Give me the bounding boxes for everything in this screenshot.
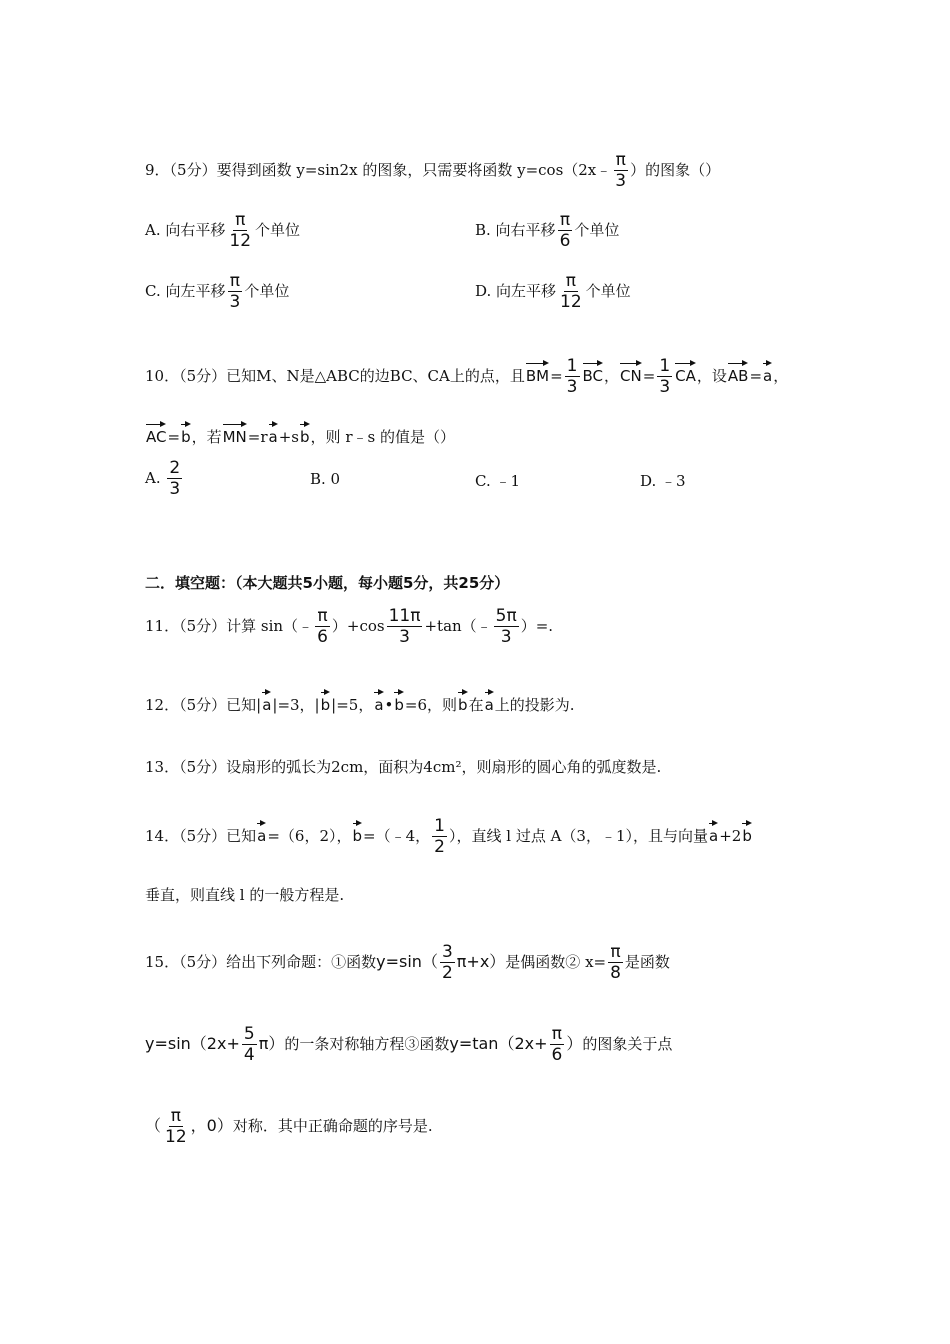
vector-a: a xyxy=(485,690,494,714)
q10-stem: 10．（5分）已知M、N是△ABC的边BC、CA上的点，且BM= $\frac{1}{3}$ BC，CN= $\frac{1}{3}$ CA，设AB=a， xyxy=(145,356,789,397)
vector-a: a xyxy=(262,690,271,714)
q15: 15．（5分）给出下列命题：①函数y=sin（ $\frac{3}{2}$ π+x）是偶函数② x= $\frac{\pi}{8}$ 是函数 xyxy=(145,942,670,983)
vector-a: a xyxy=(763,361,772,385)
q10-option-d[interactable]: D. ﹣3 xyxy=(640,472,686,490)
q9-option-c[interactable]: C. 向左平移 $\frac{\pi}{3}$ 个单位 xyxy=(145,271,290,312)
q15-line3: （ $\frac{\pi}{12}$ ，0）对称．其中正确命题的序号是. xyxy=(145,1106,433,1147)
q12: 12．（5分）已知|a|=3，|b|=5，a•b=6，则b在a上的投影为. xyxy=(145,690,575,715)
q14-line2: 垂直，则直线 l 的一般方程是. xyxy=(145,886,345,904)
vector-a: a xyxy=(257,821,266,845)
vector-b: b xyxy=(181,422,191,446)
vector-b: b xyxy=(321,690,331,714)
q10-stem-line2: AC=b，若MN=ra+sb，则 r﹣s 的值是（） xyxy=(145,422,455,447)
vector-a: a xyxy=(709,821,718,845)
q9-option-d[interactable]: D. 向左平移 $\frac{\pi}{12}$ 个单位 xyxy=(475,271,631,312)
q9-option-a[interactable]: A. 向右平移 $\frac{\pi}{12}$ 个单位 xyxy=(145,210,301,251)
vector-b: b xyxy=(394,690,404,714)
vector-b: b xyxy=(742,821,752,845)
vector-a: a xyxy=(269,422,278,446)
q9-fraction: $\frac{\pi}{3}$ xyxy=(615,150,627,191)
vector-b: b xyxy=(300,422,310,446)
q11: 11．（5分）计算 sin（﹣ $\frac{\pi}{6}$ ）+cos $\frac{11\pi}{3}$ +tan（﹣ $\frac{5\pi}{3}$ ）=. xyxy=(145,606,554,647)
vector-a: a xyxy=(374,690,383,714)
vector-ab: AB xyxy=(728,361,749,385)
q9-text: 9．（5分）要得到函数 y=sin2x 的图象，只需要将函数 y=cos（2x﹣ xyxy=(145,161,612,179)
vector-cn: CN xyxy=(620,361,642,385)
q13: 13．（5分）设扇形的弧长为2cm，面积为4cm²，则扇形的圆心角的弧度数是. xyxy=(145,758,662,776)
vector-ca: CA xyxy=(675,361,696,385)
vector-bc: BC xyxy=(583,361,604,385)
vector-b: b xyxy=(353,821,363,845)
vector-bm: BM xyxy=(526,361,549,385)
q9-option-b[interactable]: B. 向右平移 $\frac{\pi}{6}$ 个单位 xyxy=(475,210,620,251)
q9-stem: 9．（5分）要得到函数 y=sin2x 的图象，只需要将函数 y=cos（2x﹣ $\frac{\pi}{3}$ ）的图象（） xyxy=(145,150,721,191)
section-heading: 二．填空题：（本大题共5小题，每小题5分，共25分） xyxy=(145,574,510,592)
vector-mn: MN xyxy=(223,422,247,446)
q10-option-a[interactable]: A. $\frac{2}{3}$ xyxy=(145,458,181,499)
q10-option-b[interactable]: B. 0 xyxy=(310,470,341,488)
q10-option-c[interactable]: C. ﹣1 xyxy=(475,472,521,490)
q14: 14．（5分）已知a=（6，2），b=（﹣4， $\frac{1}{2}$ ），直线 l 过点 A（3，﹣1），且与向量a+2b xyxy=(145,816,752,857)
vector-b: b xyxy=(458,690,468,714)
vector-ac: AC xyxy=(146,422,166,446)
q15-line2: y=sin（2x+ $\frac{5}{4}$ π）的一条对称轴方程③函数y=tan（2x+ $\frac{\pi}{6}$ ）的图象关于点 xyxy=(145,1024,673,1065)
